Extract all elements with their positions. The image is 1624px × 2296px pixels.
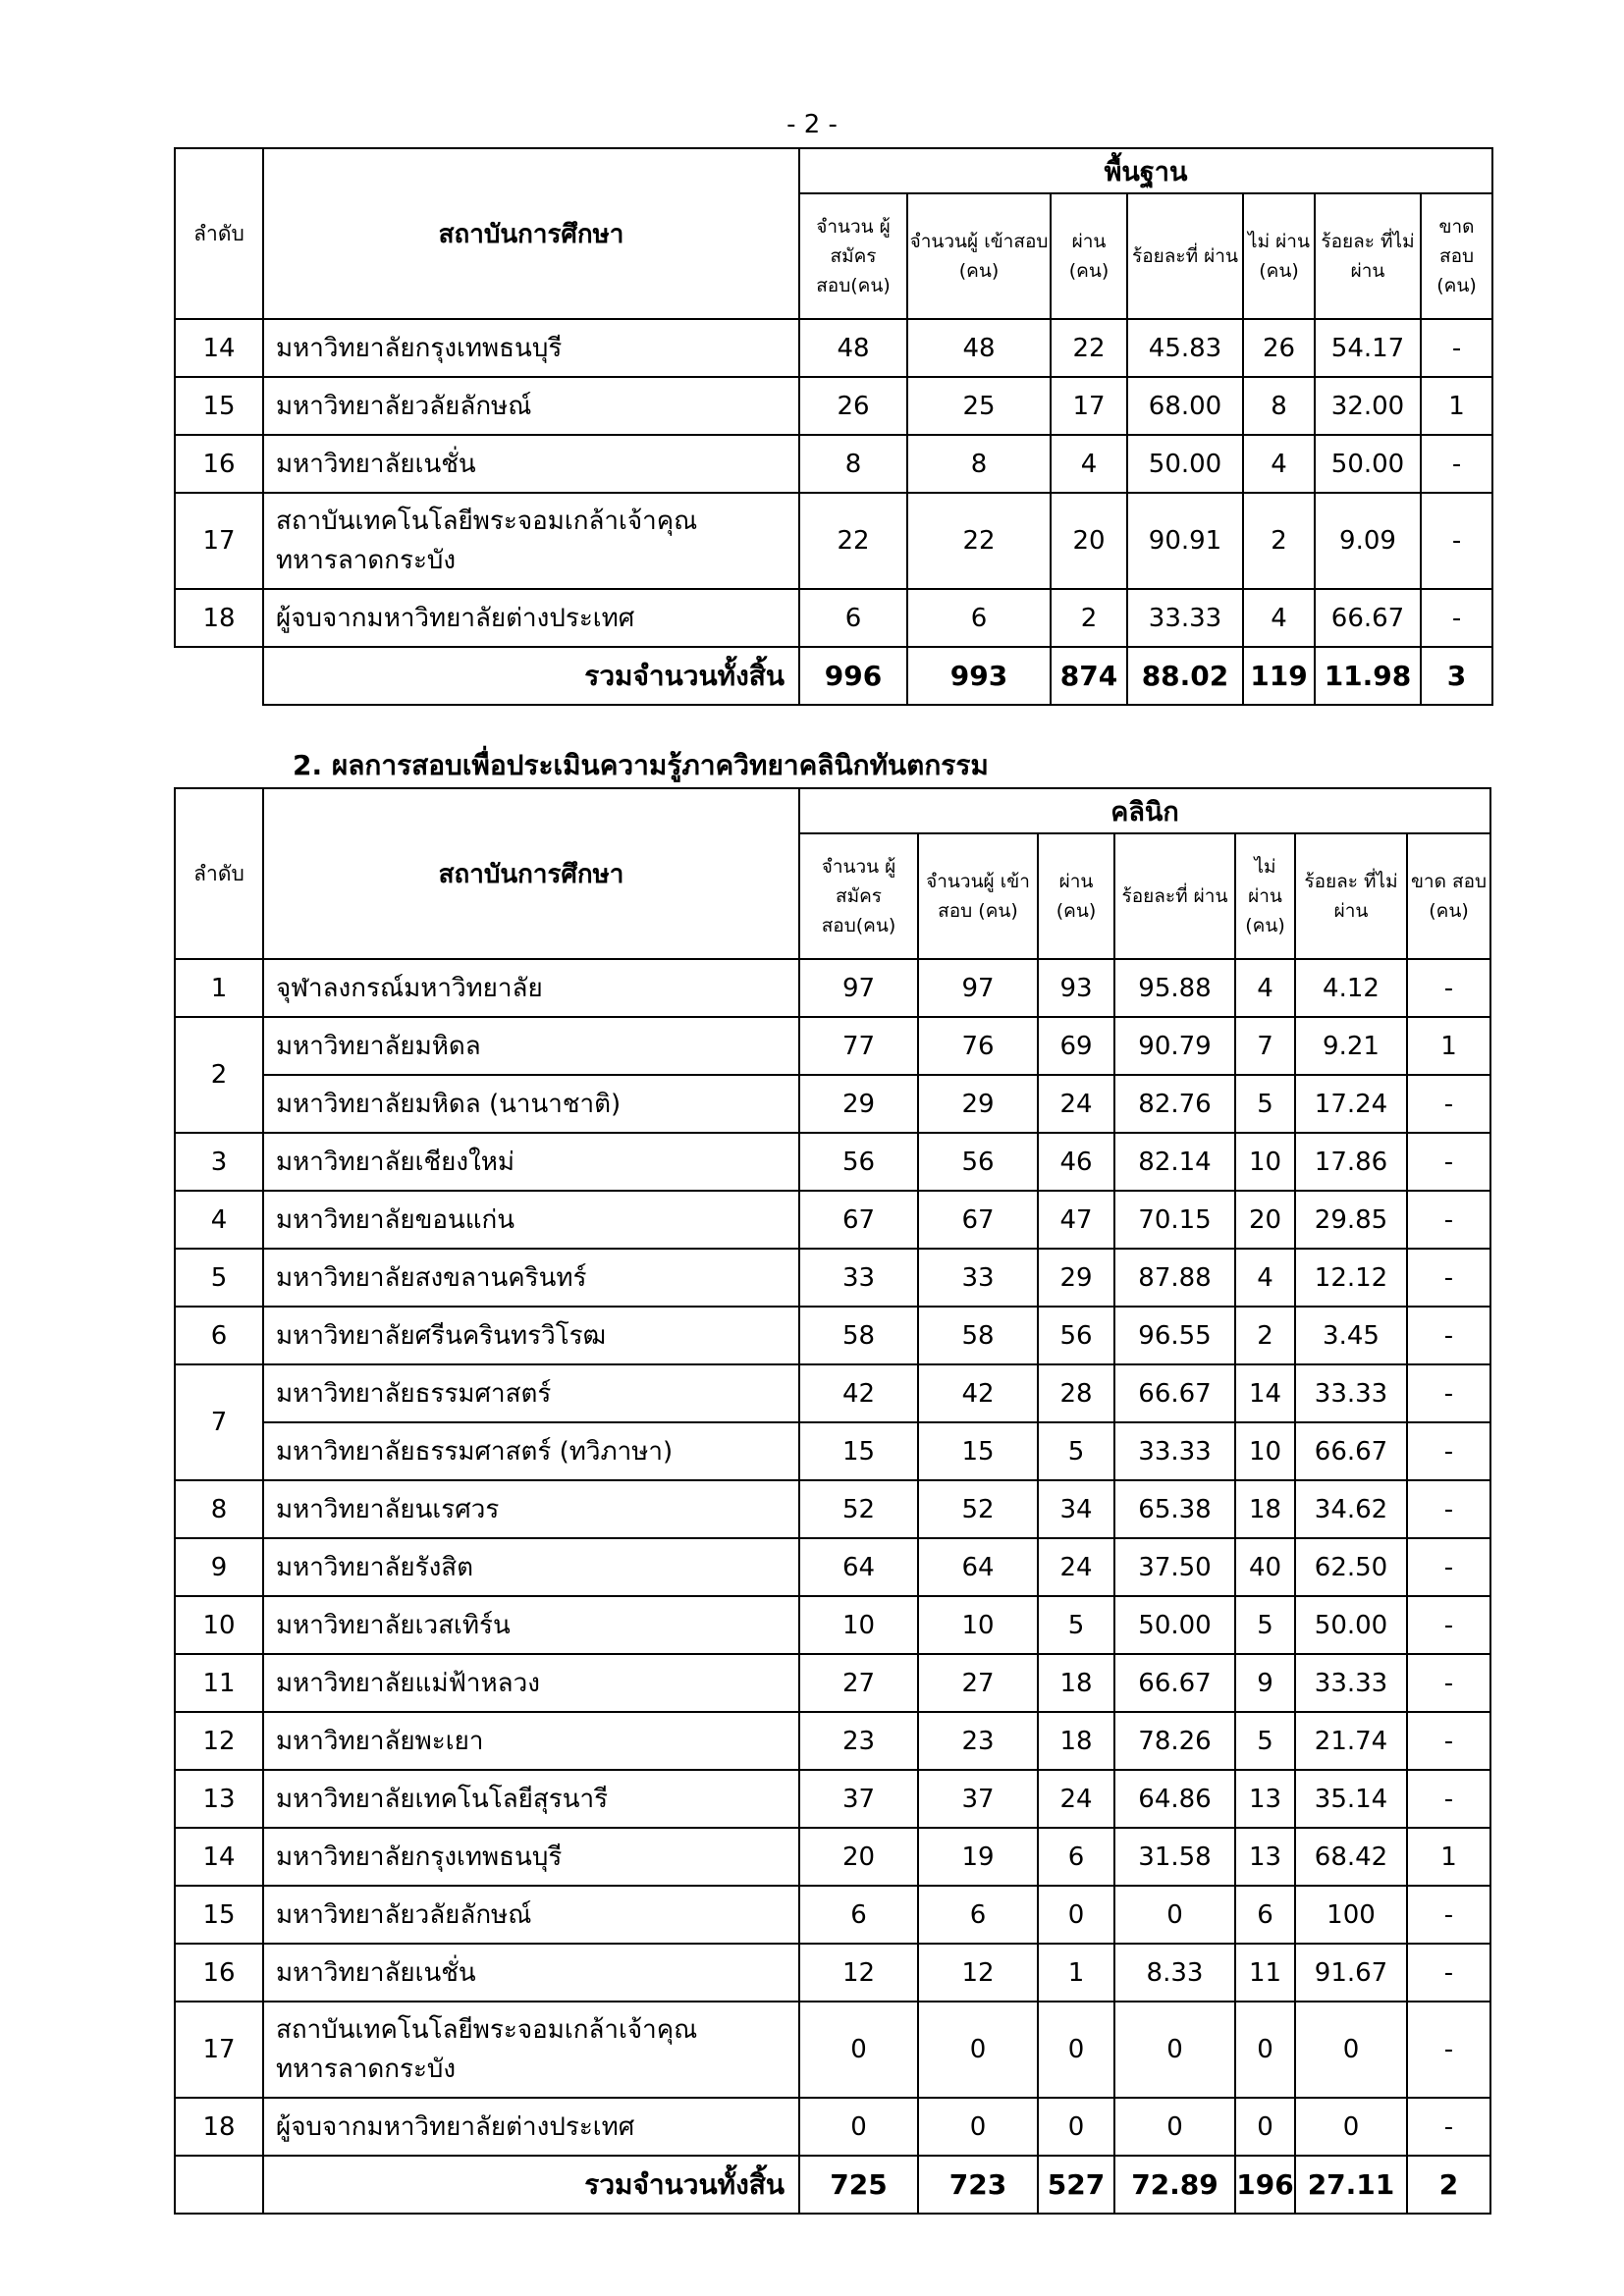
total-absent: 3 [1421, 647, 1492, 705]
cell-applicants: 6 [799, 1886, 918, 1944]
cell-fail-pct: 29.85 [1295, 1191, 1407, 1249]
row-index: 15 [175, 1886, 263, 1944]
cell-failed: 4 [1235, 1249, 1295, 1307]
cell-passed: 24 [1038, 1075, 1114, 1133]
institution-name: มหาวิทยาลัยเนชั่น [263, 1944, 799, 2002]
total-failed: 119 [1243, 647, 1315, 705]
table-row [175, 589, 1492, 647]
cell-pass-pct: 96.55 [1114, 1307, 1235, 1364]
cell-passed: 18 [1038, 1654, 1114, 1712]
cell-applicants: 42 [799, 1364, 918, 1422]
cell-applicants: 10 [799, 1596, 918, 1654]
cell-applicants: 64 [799, 1538, 918, 1596]
cell-fail-pct: 35.14 [1295, 1770, 1407, 1828]
cell-pass-pct: 37.50 [1114, 1538, 1235, 1596]
total-applicants: 725 [799, 2156, 918, 2214]
table-row [175, 1538, 1490, 1596]
cell-applicants: 33 [799, 1249, 918, 1307]
cell-examinees: 76 [918, 1017, 1038, 1075]
cell-pass-pct: 65.38 [1114, 1480, 1235, 1538]
table-row [175, 1364, 1490, 1422]
row-index: 10 [175, 1596, 263, 1654]
total-applicants: 996 [799, 647, 907, 705]
table-row [175, 2098, 1490, 2156]
cell-applicants: 15 [799, 1422, 918, 1480]
row-index: 14 [175, 1828, 263, 1886]
cell-fail-pct: 62.50 [1295, 1538, 1407, 1596]
cell-passed: 69 [1038, 1017, 1114, 1075]
cell-fail-pct: 4.12 [1295, 959, 1407, 1017]
cell-passed: 47 [1038, 1191, 1114, 1249]
cell-pass-pct: 0 [1114, 2098, 1235, 2156]
table-row [175, 1886, 1490, 1944]
col-header-examinees: จำนวนผู้ เข้าสอบ (คน) [918, 833, 1038, 959]
cell-absent: - [1407, 1480, 1490, 1538]
cell-examinees: 19 [918, 1828, 1038, 1886]
cell-passed: 22 [1051, 319, 1127, 377]
cell-failed: 7 [1235, 1017, 1295, 1075]
cell-passed: 2 [1051, 589, 1127, 647]
cell-fail-pct: 50.00 [1315, 435, 1421, 493]
row-index: 16 [175, 435, 263, 493]
cell-fail-pct: 66.67 [1315, 589, 1421, 647]
cell-pass-pct: 66.67 [1114, 1364, 1235, 1422]
cell-passed: 0 [1038, 1886, 1114, 1944]
cell-absent: - [1421, 435, 1492, 493]
cell-pass-pct: 95.88 [1114, 959, 1235, 1017]
cell-passed: 46 [1038, 1133, 1114, 1191]
cell-absent: - [1421, 493, 1492, 589]
cell-passed: 5 [1038, 1422, 1114, 1480]
institution-name: มหาวิทยาลัยนเรศวร [263, 1480, 799, 1538]
table-row [175, 1133, 1490, 1191]
cell-pass-pct: 50.00 [1114, 1596, 1235, 1654]
cell-examinees: 22 [907, 493, 1051, 589]
cell-passed: 5 [1038, 1596, 1114, 1654]
cell-passed: 34 [1038, 1480, 1114, 1538]
institution-name: มหาวิทยาลัยกรุงเทพธนบุรี [263, 319, 799, 377]
cell-failed: 13 [1235, 1828, 1295, 1886]
table-row [175, 959, 1490, 1017]
cell-pass-pct: 0 [1114, 2002, 1235, 2098]
cell-failed: 0 [1235, 2002, 1295, 2098]
cell-failed: 4 [1243, 589, 1315, 647]
cell-examinees: 33 [918, 1249, 1038, 1307]
cell-passed: 0 [1038, 2098, 1114, 2156]
row-index: 7 [175, 1364, 263, 1480]
cell-fail-pct: 33.33 [1295, 1364, 1407, 1422]
total-blank-cell [175, 647, 263, 705]
cell-applicants: 58 [799, 1307, 918, 1364]
cell-examinees: 25 [907, 377, 1051, 435]
cell-examinees: 67 [918, 1191, 1038, 1249]
institution-name: ผู้จบจากมหาวิทยาลัยต่างประเทศ [263, 2098, 799, 2156]
cell-absent: - [1407, 2098, 1490, 2156]
total-examinees: 993 [907, 647, 1051, 705]
cell-failed: 8 [1243, 377, 1315, 435]
col-header-absent: ขาด สอบ (คน) [1407, 833, 1490, 959]
cell-applicants: 22 [799, 493, 907, 589]
cell-examinees: 27 [918, 1654, 1038, 1712]
cell-absent: - [1407, 1364, 1490, 1422]
cell-examinees: 0 [918, 2098, 1038, 2156]
cell-pass-pct: 50.00 [1127, 435, 1243, 493]
cell-examinees: 52 [918, 1480, 1038, 1538]
cell-applicants: 12 [799, 1944, 918, 2002]
cell-applicants: 29 [799, 1075, 918, 1133]
institution-name: มหาวิทยาลัยธรรมศาสตร์ [263, 1364, 799, 1422]
table-row [175, 1654, 1490, 1712]
table1-total-row [175, 647, 1492, 705]
page-number: - 2 - [786, 110, 838, 139]
cell-fail-pct: 32.00 [1315, 377, 1421, 435]
cell-fail-pct: 12.12 [1295, 1249, 1407, 1307]
cell-absent: 1 [1407, 1828, 1490, 1886]
cell-applicants: 20 [799, 1828, 918, 1886]
cell-pass-pct: 87.88 [1114, 1249, 1235, 1307]
cell-failed: 2 [1243, 493, 1315, 589]
cell-passed: 1 [1038, 1944, 1114, 2002]
cell-applicants: 37 [799, 1770, 918, 1828]
cell-pass-pct: 8.33 [1114, 1944, 1235, 2002]
table-row [175, 377, 1492, 435]
row-index: 12 [175, 1712, 263, 1770]
cell-pass-pct: 64.86 [1114, 1770, 1235, 1828]
cell-fail-pct: 34.62 [1295, 1480, 1407, 1538]
cell-failed: 5 [1235, 1712, 1295, 1770]
cell-applicants: 52 [799, 1480, 918, 1538]
institution-name: มหาวิทยาลัยธรรมศาสตร์ (ทวิภาษา) [263, 1422, 799, 1480]
cell-failed: 20 [1235, 1191, 1295, 1249]
total-pass-pct: 88.02 [1127, 647, 1243, 705]
total-absent: 2 [1407, 2156, 1490, 2214]
cell-applicants: 77 [799, 1017, 918, 1075]
cell-fail-pct: 17.86 [1295, 1133, 1407, 1191]
cell-examinees: 0 [918, 2002, 1038, 2098]
institution-name: มหาวิทยาลัยพะเยา [263, 1712, 799, 1770]
cell-absent: - [1407, 1712, 1490, 1770]
row-index: 16 [175, 1944, 263, 2002]
cell-fail-pct: 0 [1295, 2098, 1407, 2156]
cell-pass-pct: 33.33 [1127, 589, 1243, 647]
cell-pass-pct: 68.00 [1127, 377, 1243, 435]
col-header-fail-pct: ร้อยละ ที่ไม่ ผ่าน [1315, 193, 1421, 319]
cell-pass-pct: 90.91 [1127, 493, 1243, 589]
cell-examinees: 29 [918, 1075, 1038, 1133]
cell-absent: - [1407, 1596, 1490, 1654]
table-row [175, 1480, 1490, 1538]
row-index: 11 [175, 1654, 263, 1712]
cell-absent: - [1407, 2002, 1490, 2098]
clinical-results-table [174, 787, 1491, 2215]
institution-name: มหาวิทยาลัยเนชั่น [263, 435, 799, 493]
institution-name: สถาบันเทคโนโลยีพระจอมเกล้าเจ้าคุณทหารลาดกระบัง [263, 493, 799, 589]
institution-name: จุฬาลงกรณ์มหาวิทยาลัย [263, 959, 799, 1017]
table-row [175, 1944, 1490, 2002]
table-row [175, 435, 1492, 493]
cell-applicants: 48 [799, 319, 907, 377]
cell-examinees: 6 [918, 1886, 1038, 1944]
cell-failed: 4 [1243, 435, 1315, 493]
table1-body [175, 319, 1492, 647]
cell-absent: - [1407, 959, 1490, 1017]
cell-passed: 56 [1038, 1307, 1114, 1364]
cell-examinees: 8 [907, 435, 1051, 493]
cell-fail-pct: 3.45 [1295, 1307, 1407, 1364]
cell-pass-pct: 31.58 [1114, 1828, 1235, 1886]
table2-total-row [175, 2156, 1490, 2214]
institution-name: มหาวิทยาลัยสงขลานครินทร์ [263, 1249, 799, 1307]
table-row [175, 1596, 1490, 1654]
cell-passed: 18 [1038, 1712, 1114, 1770]
section-2-title: 2. ผลการสอบเพื่อประเมินความรู้ภาควิทยาคลินิกทันตกรรม [293, 749, 989, 781]
row-index: 1 [175, 959, 263, 1017]
institution-name: มหาวิทยาลัยเวสเทิร์น [263, 1596, 799, 1654]
cell-passed: 24 [1038, 1770, 1114, 1828]
table-row [175, 1249, 1490, 1307]
table-row [175, 2002, 1490, 2098]
cell-fail-pct: 50.00 [1295, 1596, 1407, 1654]
cell-fail-pct: 21.74 [1295, 1712, 1407, 1770]
cell-examinees: 15 [918, 1422, 1038, 1480]
col-header-fail-pct: ร้อยละ ที่ไม่ ผ่าน [1295, 833, 1407, 959]
cell-examinees: 64 [918, 1538, 1038, 1596]
cell-examinees: 58 [918, 1307, 1038, 1364]
cell-fail-pct: 9.21 [1295, 1017, 1407, 1075]
cell-failed: 13 [1235, 1770, 1295, 1828]
basic-results-table [174, 147, 1493, 706]
cell-passed: 4 [1051, 435, 1127, 493]
institution-name: มหาวิทยาลัยขอนแก่น [263, 1191, 799, 1249]
total-fail-pct: 11.98 [1315, 647, 1421, 705]
cell-absent: - [1407, 1307, 1490, 1364]
cell-failed: 26 [1243, 319, 1315, 377]
cell-fail-pct: 66.67 [1295, 1422, 1407, 1480]
cell-fail-pct: 68.42 [1295, 1828, 1407, 1886]
cell-absent: - [1407, 1770, 1490, 1828]
cell-examinees: 10 [918, 1596, 1038, 1654]
cell-absent: - [1407, 1422, 1490, 1480]
cell-absent: - [1407, 1886, 1490, 1944]
institution-name: มหาวิทยาลัยเทคโนโลยีสุรนารี [263, 1770, 799, 1828]
cell-applicants: 6 [799, 589, 907, 647]
table-row [175, 1191, 1490, 1249]
cell-examinees: 48 [907, 319, 1051, 377]
table-row [175, 1770, 1490, 1828]
cell-applicants: 0 [799, 2002, 918, 2098]
institution-name: มหาวิทยาลัยวลัยลักษณ์ [263, 1886, 799, 1944]
cell-passed: 93 [1038, 959, 1114, 1017]
institution-name: สถาบันเทคโนโลยีพระจอมเกล้าเจ้าคุณทหารลาดกระบัง [263, 2002, 799, 2098]
cell-pass-pct: 45.83 [1127, 319, 1243, 377]
col-header-pass-pct: ร้อยละที่ ผ่าน [1127, 193, 1243, 319]
cell-pass-pct: 66.67 [1114, 1654, 1235, 1712]
cell-examinees: 42 [918, 1364, 1038, 1422]
row-index: 6 [175, 1307, 263, 1364]
institution-name: มหาวิทยาลัยกรุงเทพธนบุรี [263, 1828, 799, 1886]
cell-absent: - [1407, 1075, 1490, 1133]
cell-fail-pct: 54.17 [1315, 319, 1421, 377]
col-header-examinees: จำนวนผู้ เข้าสอบ (คน) [907, 193, 1051, 319]
col-header-failed: ไม่ ผ่าน (คน) [1235, 833, 1295, 959]
row-index: 14 [175, 319, 263, 377]
cell-pass-pct: 0 [1114, 1886, 1235, 1944]
cell-failed: 9 [1235, 1654, 1295, 1712]
total-pass-pct: 72.89 [1114, 2156, 1235, 2214]
row-index: 5 [175, 1249, 263, 1307]
total-label: รวมจำนวนทั้งสิ้น [263, 647, 799, 705]
cell-fail-pct: 33.33 [1295, 1654, 1407, 1712]
cell-failed: 14 [1235, 1364, 1295, 1422]
col-header-index: ลำดับ [175, 788, 263, 959]
total-passed: 874 [1051, 647, 1127, 705]
institution-name: มหาวิทยาลัยมหิดล [263, 1017, 799, 1075]
total-failed: 196 [1235, 2156, 1295, 2214]
table-row [175, 1422, 1490, 1480]
row-index: 3 [175, 1133, 263, 1191]
cell-applicants: 67 [799, 1191, 918, 1249]
cell-absent: - [1407, 1538, 1490, 1596]
row-index: 4 [175, 1191, 263, 1249]
table-row [175, 1075, 1490, 1133]
col-header-passed: ผ่าน (คน) [1038, 833, 1114, 959]
cell-passed: 24 [1038, 1538, 1114, 1596]
row-index: 8 [175, 1480, 263, 1538]
cell-pass-pct: 82.76 [1114, 1075, 1235, 1133]
col-header-institution: สถาบันการศึกษา [263, 148, 799, 319]
cell-examinees: 56 [918, 1133, 1038, 1191]
institution-name: มหาวิทยาลัยวลัยลักษณ์ [263, 377, 799, 435]
cell-applicants: 8 [799, 435, 907, 493]
row-index: 17 [175, 2002, 263, 2098]
total-examinees: 723 [918, 2156, 1038, 2214]
cell-examinees: 97 [918, 959, 1038, 1017]
cell-examinees: 12 [918, 1944, 1038, 2002]
cell-pass-pct: 82.14 [1114, 1133, 1235, 1191]
cell-failed: 5 [1235, 1075, 1295, 1133]
cell-applicants: 23 [799, 1712, 918, 1770]
cell-pass-pct: 70.15 [1114, 1191, 1235, 1249]
cell-failed: 18 [1235, 1480, 1295, 1538]
cell-failed: 4 [1235, 959, 1295, 1017]
row-index: 13 [175, 1770, 263, 1828]
col-header-pass-pct: ร้อยละที่ ผ่าน [1114, 833, 1235, 959]
cell-passed: 17 [1051, 377, 1127, 435]
cell-applicants: 97 [799, 959, 918, 1017]
cell-fail-pct: 0 [1295, 2002, 1407, 2098]
col-header-applicants: จำนวน ผู้สมัคร สอบ(คน) [799, 833, 918, 959]
cell-absent: - [1407, 1944, 1490, 2002]
col-header-absent: ขาด สอบ (คน) [1421, 193, 1492, 319]
table2-body [175, 959, 1490, 2156]
cell-pass-pct: 90.79 [1114, 1017, 1235, 1075]
cell-passed: 6 [1038, 1828, 1114, 1886]
row-index: 2 [175, 1017, 263, 1133]
col-header-institution: สถาบันการศึกษา [263, 788, 799, 959]
cell-failed: 2 [1235, 1307, 1295, 1364]
col-header-index: ลำดับ [175, 148, 263, 319]
institution-name: มหาวิทยาลัยศรีนครินทรวิโรฒ [263, 1307, 799, 1364]
cell-absent: - [1407, 1133, 1490, 1191]
cell-examinees: 37 [918, 1770, 1038, 1828]
cell-passed: 20 [1051, 493, 1127, 589]
institution-name: มหาวิทยาลัยมหิดล (นานาชาติ) [263, 1075, 799, 1133]
cell-applicants: 27 [799, 1654, 918, 1712]
col-header-applicants: จำนวน ผู้สมัคร สอบ(คน) [799, 193, 907, 319]
cell-absent: - [1407, 1191, 1490, 1249]
col-header-failed: ไม่ ผ่าน (คน) [1243, 193, 1315, 319]
total-fail-pct: 27.11 [1295, 2156, 1407, 2214]
cell-failed: 10 [1235, 1422, 1295, 1480]
cell-fail-pct: 91.67 [1295, 1944, 1407, 2002]
cell-pass-pct: 78.26 [1114, 1712, 1235, 1770]
cell-absent: - [1421, 589, 1492, 647]
cell-applicants: 0 [799, 2098, 918, 2156]
row-index: 17 [175, 493, 263, 589]
cell-failed: 0 [1235, 2098, 1295, 2156]
cell-failed: 40 [1235, 1538, 1295, 1596]
table-row [175, 1307, 1490, 1364]
table-row [175, 493, 1492, 589]
cell-applicants: 56 [799, 1133, 918, 1191]
institution-name: มหาวิทยาลัยรังสิต [263, 1538, 799, 1596]
row-index: 18 [175, 589, 263, 647]
cell-applicants: 26 [799, 377, 907, 435]
cell-passed: 0 [1038, 2002, 1114, 2098]
cell-failed: 6 [1235, 1886, 1295, 1944]
cell-absent: 1 [1421, 377, 1492, 435]
cell-passed: 28 [1038, 1364, 1114, 1422]
institution-name: มหาวิทยาลัยแม่ฟ้าหลวง [263, 1654, 799, 1712]
institution-name: ผู้จบจากมหาวิทยาลัยต่างประเทศ [263, 589, 799, 647]
cell-failed: 5 [1235, 1596, 1295, 1654]
cell-fail-pct: 100 [1295, 1886, 1407, 1944]
cell-failed: 11 [1235, 1944, 1295, 2002]
cell-examinees: 6 [907, 589, 1051, 647]
table-row [175, 1017, 1490, 1075]
cell-passed: 29 [1038, 1249, 1114, 1307]
total-blank-cell [175, 2156, 263, 2214]
table-row [175, 1712, 1490, 1770]
cell-absent: - [1407, 1249, 1490, 1307]
total-label: รวมจำนวนทั้งสิ้น [263, 2156, 799, 2214]
cell-absent: - [1407, 1654, 1490, 1712]
cell-fail-pct: 9.09 [1315, 493, 1421, 589]
cell-examinees: 23 [918, 1712, 1038, 1770]
total-passed: 527 [1038, 2156, 1114, 2214]
cell-fail-pct: 17.24 [1295, 1075, 1407, 1133]
table-row [175, 1828, 1490, 1886]
row-index: 15 [175, 377, 263, 435]
row-index: 18 [175, 2098, 263, 2156]
institution-name: มหาวิทยาลัยเชียงใหม่ [263, 1133, 799, 1191]
cell-absent: 1 [1407, 1017, 1490, 1075]
cell-pass-pct: 33.33 [1114, 1422, 1235, 1480]
group-header-clinical: คลินิก [799, 788, 1490, 833]
cell-absent: - [1421, 319, 1492, 377]
col-header-passed: ผ่าน (คน) [1051, 193, 1127, 319]
cell-failed: 10 [1235, 1133, 1295, 1191]
table-row [175, 319, 1492, 377]
group-header-basic: พื้นฐาน [799, 148, 1492, 193]
row-index: 9 [175, 1538, 263, 1596]
